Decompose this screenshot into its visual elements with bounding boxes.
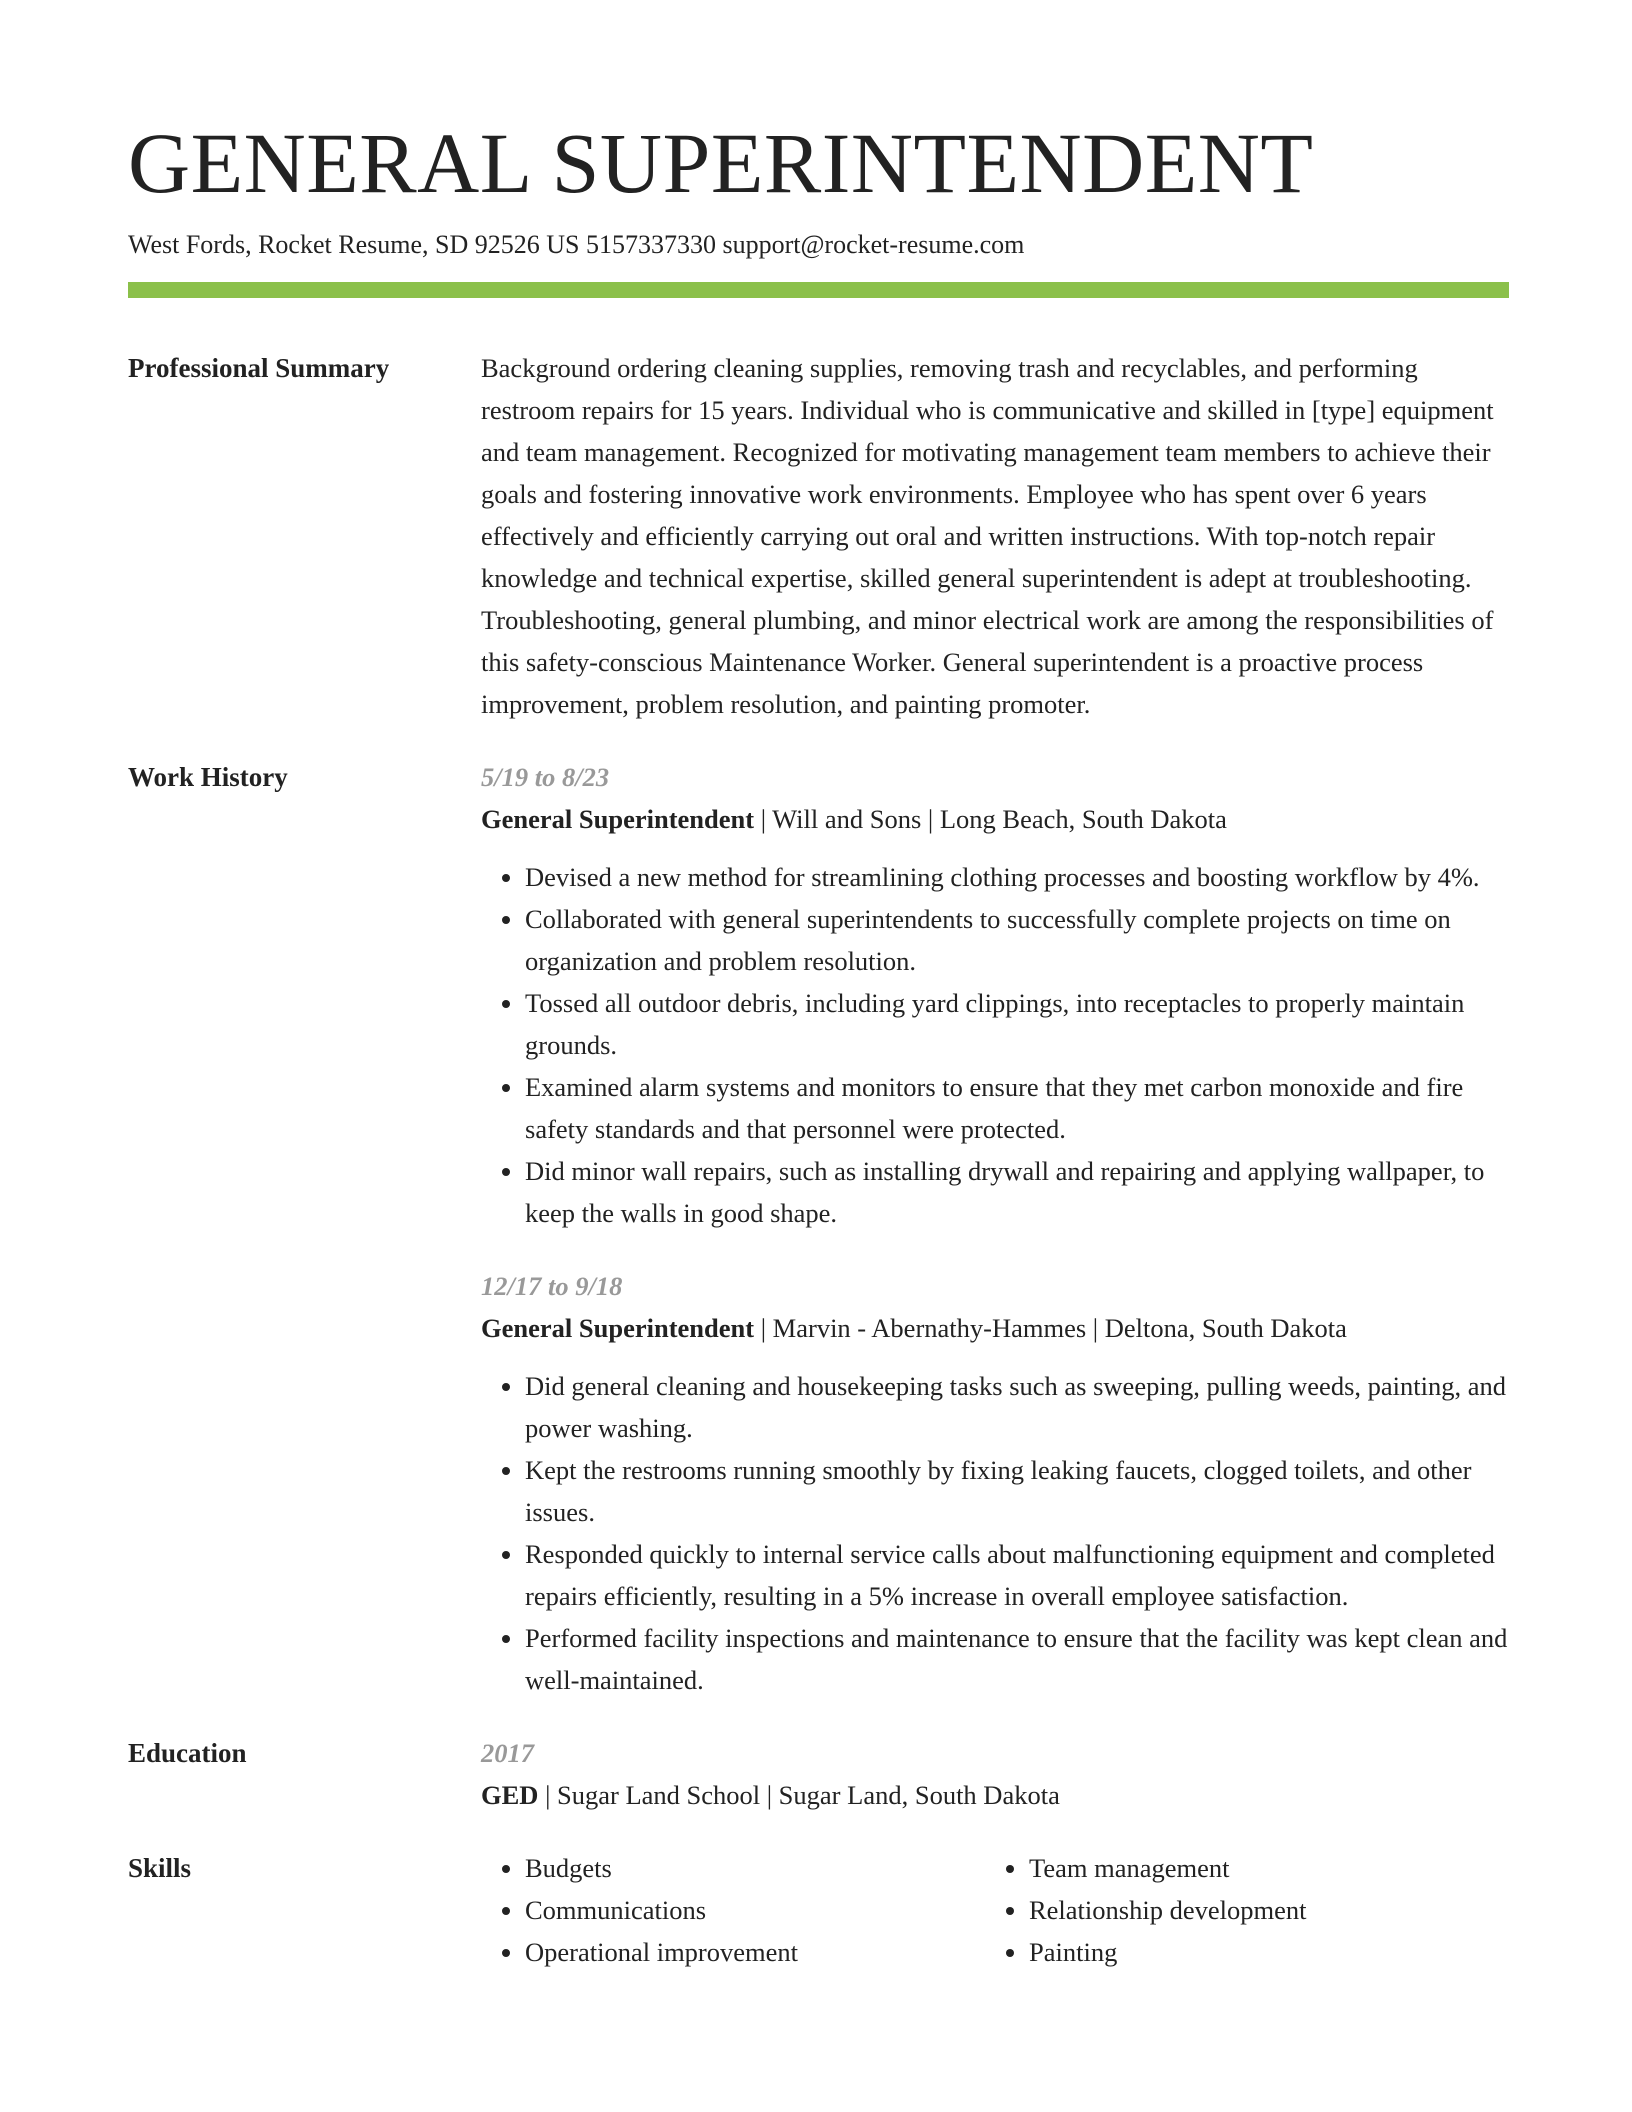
job-bullet: • Devised a new method for streamlining clothing processes and boosting workflow by 4%. xyxy=(525,856,1509,898)
contact-email: support@rocket-resume.com xyxy=(722,230,1025,260)
skill-item: • Team management xyxy=(1029,1847,1489,1889)
skill-item: • Budgets xyxy=(525,1847,985,1889)
job-heading xyxy=(481,1307,1509,1349)
job-bullet: • Responded quickly to internal service calls about malfunctioning equipment and completed repairs efficiently, resulting in a 5% increase in overall employee satisfaction. xyxy=(525,1533,1509,1617)
job-dates: 12/17 to 9/18 xyxy=(481,1271,623,1302)
skill-item: • Communications xyxy=(525,1889,985,1931)
job-bullet: • Collaborated with general superintendents to successfully complete projects on time on organization and problem resolution. xyxy=(525,898,1509,982)
skills-label: Skills xyxy=(128,1853,192,1884)
skills-body xyxy=(481,1847,1509,1973)
job-bullets xyxy=(481,1365,1509,1701)
contact-phone: 5157337330 xyxy=(585,230,716,260)
accent-divider xyxy=(128,282,1509,298)
summary-body xyxy=(481,347,1509,725)
job-bullet: • Tossed all outdoor debris, including yard clippings, into receptacles to properly maintain grounds. xyxy=(525,982,1509,1066)
education-degree: GED xyxy=(481,1780,539,1811)
summary-label: Professional Summary xyxy=(128,353,390,384)
education-year: 2017 xyxy=(481,1738,534,1769)
contact-address: West Fords, Rocket Resume, SD 92526 US xyxy=(128,230,580,260)
skills-section xyxy=(128,1847,1509,1973)
skill-item: • Relationship development xyxy=(1029,1889,1489,1931)
education-section xyxy=(128,1732,1509,1816)
job-bullet: • Did minor wall repairs, such as installing drywall and repairing and applying wallpaper, to keep the walls in good shape. xyxy=(525,1150,1509,1234)
job-details: | Will and Sons | Long Beach, South Dakota xyxy=(754,804,1227,835)
education-label: Education xyxy=(128,1738,247,1769)
job-bullet: • Did general cleaning and housekeeping tasks such as sweeping, pulling weeds, painting, and power washing. xyxy=(525,1365,1509,1449)
job-entry xyxy=(481,1265,1509,1701)
work-history-section xyxy=(128,756,1509,1701)
education-body xyxy=(481,1732,1509,1816)
job-bullet: • Examined alarm systems and monitors to ensure that they met carbon monoxide and fire safety standards and that personnel were protected. xyxy=(525,1066,1509,1150)
job-bullets xyxy=(481,856,1509,1234)
summary-text: Background ordering cleaning supplies, removing trash and recyclables, and performing restroom repairs for 15 years. Individual who is communicative and skilled in [type] equipment and team management. Recognized for motivating management team members to achieve their goals and fostering innovative work environments. Employee who has spent over 6 years effectively and efficiently carrying out oral and written instructions. With top-notch repair knowledge and technical expertise, skilled general superintendent is adept at troubleshooting. Troubleshooting, general plumbing, and minor electrical work are among the responsibilities of this safety-conscious Maintenance Worker. General superintendent is a proactive process improvement, problem resolution, and painting promoter. xyxy=(481,353,1494,720)
job-bullet: • Kept the restrooms running smoothly by fixing leaking faucets, clogged toilets, and other issues. xyxy=(525,1449,1509,1533)
job-title: General Superintendent xyxy=(481,804,755,835)
job-details: | Marvin - Abernathy-Hammes | Deltona, South Dakota xyxy=(754,1313,1347,1344)
skills-list-right xyxy=(985,1847,1489,1973)
job-heading xyxy=(481,798,1509,840)
job-entry xyxy=(481,756,1509,1234)
skill-item: • Painting xyxy=(1029,1931,1489,1973)
skill-item: • Operational improvement xyxy=(525,1931,985,1973)
contact-line xyxy=(128,228,1509,262)
job-bullet: • Performed facility inspections and maintenance to ensure that the facility was kept clean and well-maintained. xyxy=(525,1617,1509,1701)
education-heading xyxy=(481,1774,1509,1816)
education-details: | Sugar Land School | Sugar Land, South Dakota xyxy=(538,1780,1060,1811)
job-title: General Superintendent xyxy=(481,1313,755,1344)
summary-section xyxy=(128,347,1509,725)
resume-name-heading: GENERAL SUPERINTENDENT xyxy=(128,115,1314,211)
work-history-label: Work History xyxy=(128,762,288,793)
job-dates: 5/19 to 8/23 xyxy=(481,762,610,793)
skills-list-left xyxy=(481,1847,985,1973)
skills-columns xyxy=(481,1847,1509,1973)
work-history-body xyxy=(481,756,1509,1701)
resume-page xyxy=(128,0,1509,1973)
